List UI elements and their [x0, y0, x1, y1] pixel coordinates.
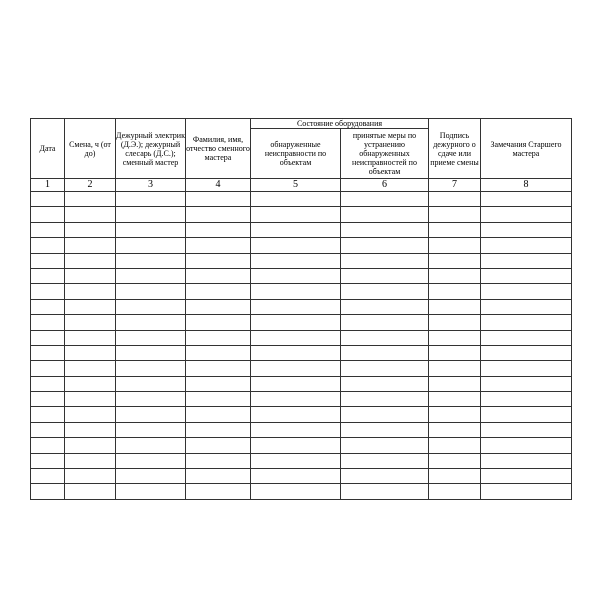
- table-cell: [429, 345, 481, 360]
- table-cell: [251, 376, 341, 391]
- table-cell: [186, 453, 251, 468]
- table-cell: [31, 315, 65, 330]
- table-cell: [31, 376, 65, 391]
- table-cell: [65, 299, 116, 314]
- table-row: [31, 253, 572, 268]
- table-row: [31, 268, 572, 283]
- table-cell: [65, 453, 116, 468]
- table-cell: [116, 361, 186, 376]
- table-cell: [186, 438, 251, 453]
- header-shift: Смена, ч (от до): [65, 119, 116, 179]
- table-cell: [31, 392, 65, 407]
- table-cell: [481, 453, 572, 468]
- table-cell: [481, 315, 572, 330]
- table-cell: [65, 315, 116, 330]
- table-cell: [65, 268, 116, 283]
- table-cell: [429, 330, 481, 345]
- table-cell: [65, 238, 116, 253]
- table-cell: [251, 422, 341, 437]
- table-cell: [429, 222, 481, 237]
- table-cell: [116, 422, 186, 437]
- table-cell: [251, 330, 341, 345]
- table-cell: [186, 192, 251, 207]
- table-cell: [341, 361, 429, 376]
- table-cell: [341, 407, 429, 422]
- table-cell: [65, 438, 116, 453]
- table-cell: [116, 253, 186, 268]
- header-signature: Подпись дежурного о сдаче или приеме смены: [429, 119, 481, 179]
- table-cell: [116, 192, 186, 207]
- table-cell: [341, 253, 429, 268]
- table-cell: [429, 484, 481, 499]
- table-cell: [186, 299, 251, 314]
- table-cell: [251, 345, 341, 360]
- table-cell: [116, 299, 186, 314]
- table-cell: [186, 253, 251, 268]
- table-cell: [341, 238, 429, 253]
- table-row: [31, 299, 572, 314]
- table-cell: [31, 469, 65, 484]
- table-cell: [31, 238, 65, 253]
- header-date: Дата: [31, 119, 65, 179]
- table-cell: [341, 376, 429, 391]
- table-cell: [31, 222, 65, 237]
- table-cell: [116, 392, 186, 407]
- table-cell: [481, 361, 572, 376]
- table-cell: [341, 438, 429, 453]
- table-cell: [481, 469, 572, 484]
- table-cell: [65, 422, 116, 437]
- table-cell: [65, 284, 116, 299]
- header-row-top: [31, 119, 572, 129]
- table-cell: [116, 453, 186, 468]
- table-cell: [481, 192, 572, 207]
- table-cell: [116, 469, 186, 484]
- table-cell: [251, 284, 341, 299]
- table-cell: [31, 207, 65, 222]
- table-cell: [429, 268, 481, 283]
- table-cell: [65, 392, 116, 407]
- table-cell: [251, 192, 341, 207]
- table-cell: [429, 453, 481, 468]
- table-row: [31, 376, 572, 391]
- table-cell: [251, 484, 341, 499]
- table-cell: [65, 469, 116, 484]
- table-cell: [481, 438, 572, 453]
- table-cell: [116, 484, 186, 499]
- table-cell: [31, 453, 65, 468]
- table-row: [31, 422, 572, 437]
- table-row: [31, 361, 572, 376]
- table-cell: [65, 222, 116, 237]
- table-cell: [31, 361, 65, 376]
- table-cell: [31, 345, 65, 360]
- table-cell: [251, 469, 341, 484]
- shift-log-table: [30, 118, 572, 500]
- table-cell: [65, 484, 116, 499]
- table-cell: [186, 238, 251, 253]
- column-number: 8: [481, 179, 572, 192]
- table-row: [31, 407, 572, 422]
- column-number: 4: [186, 179, 251, 192]
- table-cell: [251, 222, 341, 237]
- table-cell: [116, 238, 186, 253]
- table-row: [31, 192, 572, 207]
- column-number: 5: [251, 179, 341, 192]
- table-cell: [481, 253, 572, 268]
- table-cell: [341, 422, 429, 437]
- table-cell: [341, 207, 429, 222]
- column-number: 3: [116, 179, 186, 192]
- table-cell: [251, 361, 341, 376]
- table-cell: [31, 438, 65, 453]
- header-duty-staff: Дежурный электрик (Д.Э.); дежурный слесарь (Д.С.); сменный мастер: [116, 119, 186, 179]
- table-cell: [429, 192, 481, 207]
- table-cell: [65, 361, 116, 376]
- table-row: [31, 484, 572, 499]
- column-number: 2: [65, 179, 116, 192]
- table-cell: [341, 299, 429, 314]
- table-cell: [341, 268, 429, 283]
- table-cell: [31, 268, 65, 283]
- table-cell: [481, 299, 572, 314]
- column-number: 1: [31, 179, 65, 192]
- table-cell: [186, 422, 251, 437]
- table-row: [31, 330, 572, 345]
- table-row: [31, 392, 572, 407]
- header-full-name: Фамилия, имя, отчество сменного мастера: [186, 119, 251, 179]
- table-cell: [116, 315, 186, 330]
- table-cell: [481, 238, 572, 253]
- table-row: [31, 345, 572, 360]
- table-cell: [429, 469, 481, 484]
- table-cell: [186, 315, 251, 330]
- table-cell: [341, 345, 429, 360]
- table-cell: [31, 422, 65, 437]
- column-number: 7: [429, 179, 481, 192]
- table-cell: [481, 268, 572, 283]
- table-cell: [65, 407, 116, 422]
- table-row: [31, 438, 572, 453]
- header-remarks: Замечания Старшего мастера: [481, 119, 572, 179]
- table-cell: [65, 345, 116, 360]
- table-cell: [116, 330, 186, 345]
- table-cell: [116, 438, 186, 453]
- table-row: [31, 315, 572, 330]
- table-row: [31, 453, 572, 468]
- header-equipment-state: Состояние оборудования: [251, 119, 429, 129]
- table-cell: [31, 284, 65, 299]
- table-cell: [481, 407, 572, 422]
- table-cell: [65, 253, 116, 268]
- table-cell: [481, 392, 572, 407]
- table-cell: [251, 453, 341, 468]
- table-cell: [186, 407, 251, 422]
- table-cell: [31, 253, 65, 268]
- table-row: [31, 222, 572, 237]
- table-cell: [31, 407, 65, 422]
- table-cell: [341, 222, 429, 237]
- table-cell: [341, 315, 429, 330]
- table-cell: [251, 438, 341, 453]
- table-cell: [186, 268, 251, 283]
- table-cell: [429, 284, 481, 299]
- table-cell: [65, 207, 116, 222]
- table-cell: [251, 268, 341, 283]
- table-cell: [251, 407, 341, 422]
- table-cell: [429, 207, 481, 222]
- table-cell: [65, 192, 116, 207]
- table-cell: [429, 392, 481, 407]
- header-faults-found: обнаруженные неисправности по объектам: [251, 129, 341, 179]
- table-cell: [429, 422, 481, 437]
- table-cell: [481, 330, 572, 345]
- table-cell: [251, 207, 341, 222]
- table-cell: [481, 484, 572, 499]
- table-cell: [341, 330, 429, 345]
- table-row: [31, 238, 572, 253]
- table-cell: [251, 315, 341, 330]
- table-cell: [186, 484, 251, 499]
- table-cell: [31, 192, 65, 207]
- table-cell: [116, 376, 186, 391]
- table-cell: [186, 330, 251, 345]
- table-cell: [341, 453, 429, 468]
- header-measures-taken: принятые меры по устранению обнаруженных неисправностей по объектам: [341, 129, 429, 179]
- table-cell: [251, 238, 341, 253]
- table-cell: [429, 238, 481, 253]
- column-number-row: [31, 179, 572, 192]
- table-cell: [341, 392, 429, 407]
- table-cell: [186, 284, 251, 299]
- table-cell: [116, 284, 186, 299]
- table-cell: [481, 376, 572, 391]
- table-cell: [31, 484, 65, 499]
- table-cell: [116, 407, 186, 422]
- table-row: [31, 207, 572, 222]
- table-cell: [186, 207, 251, 222]
- table-cell: [186, 345, 251, 360]
- column-number: 6: [341, 179, 429, 192]
- table-cell: [481, 345, 572, 360]
- table-cell: [481, 422, 572, 437]
- table-header: [31, 119, 572, 179]
- table-cell: [251, 299, 341, 314]
- table-body: [31, 179, 572, 500]
- table-cell: [65, 330, 116, 345]
- table-cell: [429, 315, 481, 330]
- table-cell: [429, 299, 481, 314]
- table-cell: [186, 361, 251, 376]
- table-cell: [186, 392, 251, 407]
- table-cell: [186, 376, 251, 391]
- table-cell: [341, 484, 429, 499]
- table-cell: [186, 469, 251, 484]
- table-cell: [116, 268, 186, 283]
- table-cell: [481, 207, 572, 222]
- table-cell: [186, 222, 251, 237]
- table-cell: [116, 207, 186, 222]
- table-cell: [341, 469, 429, 484]
- table-cell: [65, 376, 116, 391]
- table-cell: [429, 376, 481, 391]
- table-row: [31, 284, 572, 299]
- table-row: [31, 469, 572, 484]
- table-cell: [429, 253, 481, 268]
- table-cell: [429, 407, 481, 422]
- table-cell: [429, 438, 481, 453]
- table-cell: [116, 222, 186, 237]
- table-cell: [251, 392, 341, 407]
- table-cell: [481, 284, 572, 299]
- table-cell: [341, 192, 429, 207]
- table-cell: [481, 222, 572, 237]
- table-cell: [251, 253, 341, 268]
- table-cell: [341, 284, 429, 299]
- table-cell: [116, 345, 186, 360]
- table-cell: [31, 330, 65, 345]
- table-cell: [429, 361, 481, 376]
- table-cell: [31, 299, 65, 314]
